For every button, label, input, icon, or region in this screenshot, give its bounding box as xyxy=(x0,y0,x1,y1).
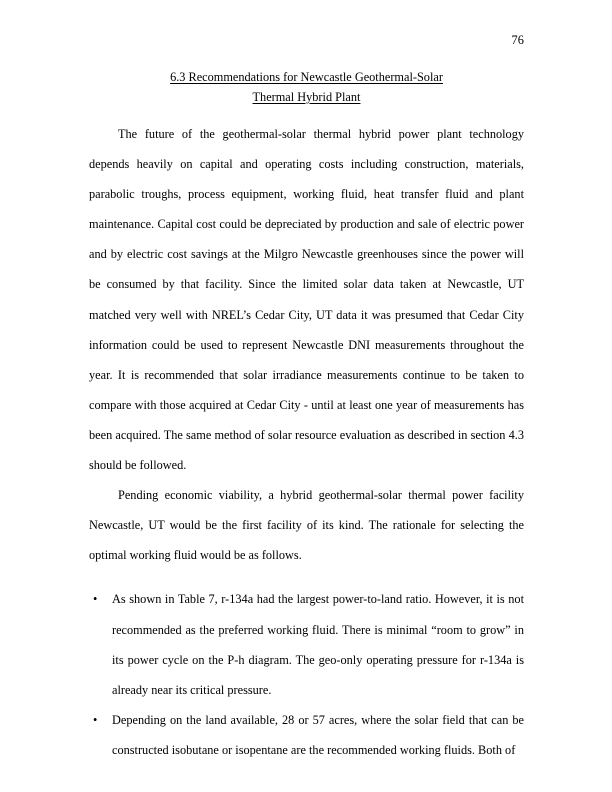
list-item xyxy=(89,705,524,765)
section-heading xyxy=(89,68,524,107)
bullet-icon: • xyxy=(93,712,98,727)
bullet-icon: • xyxy=(93,592,98,607)
body-text xyxy=(89,119,524,765)
section-heading-line-1: 6.3 Recommendations for Newcastle Geothermal-Solar xyxy=(170,70,443,84)
list-item xyxy=(89,584,524,704)
section-heading-line-2-row xyxy=(89,88,524,108)
recommendation-list xyxy=(89,584,524,765)
page-number: 76 xyxy=(511,33,524,47)
section-heading-line-2: Thermal Hybrid Plant xyxy=(252,89,361,104)
list-item-text: As shown in Table 7, r-134a had the largest power-to-land ratio. However, it is not recommended as the preferred working fluid. There is minimal “room to grow” in its power cycle on the P-h diagram. The geo-only operating pressure for r-134a is already near its critical pressure. xyxy=(112,592,524,697)
paragraph: Pending economic viability, a hybrid geothermal-solar thermal power facility Newcastle, UT would be the first facility of its kind. The rationale for selecting the optimal working fluid would be as follows. xyxy=(89,488,524,563)
list-item-text: Depending on the land available, 28 or 57 acres, where the solar field that can be constructed isobutane or isopentane are the recommended working fluids. Both of xyxy=(112,712,524,757)
section-heading-line-1-row xyxy=(89,68,524,88)
paragraph: The future of the geothermal-solar thermal hybrid power plant technology depends heavily on capital and operating costs including construction, materials, parabolic troughs, process equipment, working fluid, heat transfer fluid and plant maintenance. Capital cost could be depreciated by production and sale of electric power and by electric cost savings at the Milgro Newcastle greenhouses since the power will be consumed by that facility. Since the limited solar data taken at Newcastle, UT matched very well with NREL’s Cedar City, UT data it was presumed that Cedar City information could be used to represent Newcastle DNI measurements throughout the year. It is recommended that solar irradiance measurements continue to be taken to compare with those acquired at Cedar City - until at least one year of measurements has been acquired. The same method of solar resource evaluation as described in section 4.3 should be followed. xyxy=(89,127,524,473)
